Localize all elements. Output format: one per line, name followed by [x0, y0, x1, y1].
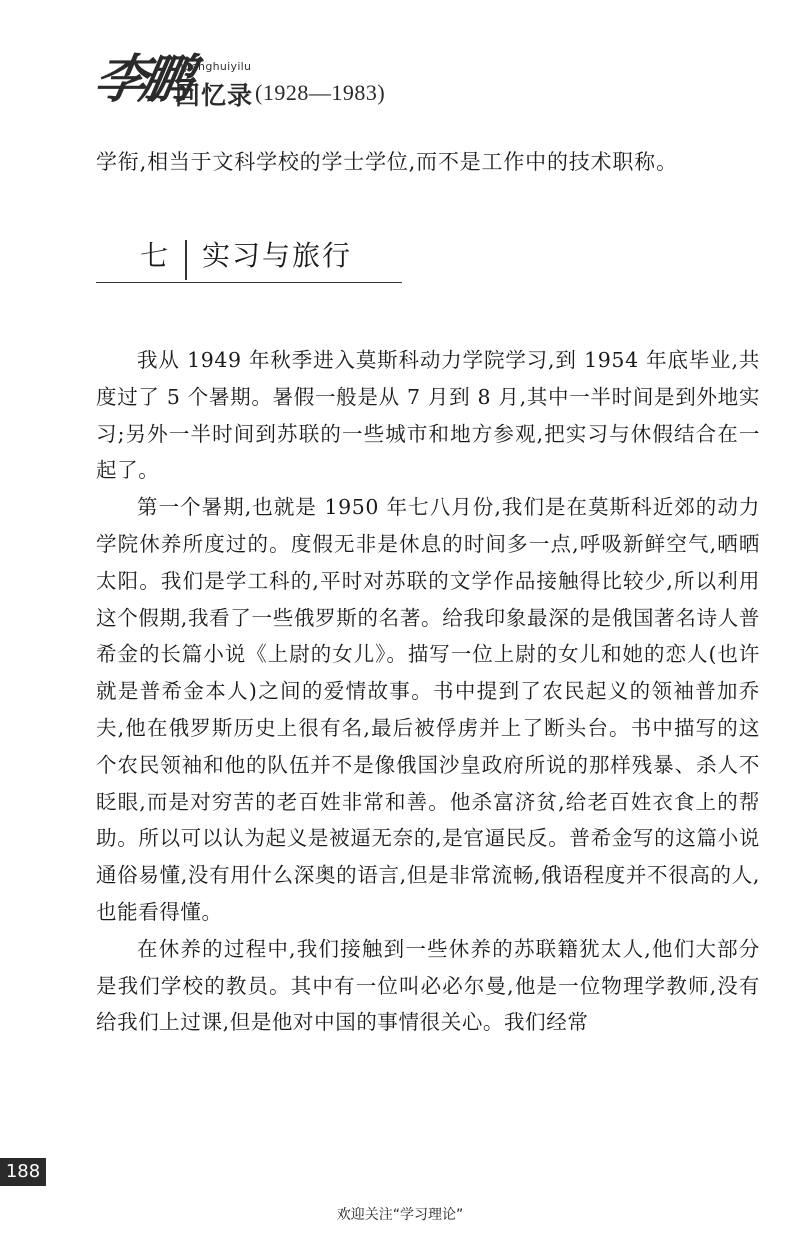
- paragraph: 在休养的过程中,我们接触到一些休养的苏联籍犹太人,他们大部分是我们学校的教员。其中有一位叫必必尔曼,他是一位物理学教师,没有给我们上过课,但是他对中国的事情很关心。我们经常: [96, 936, 760, 1035]
- paragraph: 我从 1949 年秋季进入莫斯科动力学院学习,到 1954 年底毕业,共度过了 5 个暑期。暑假一般是从 7 月到 8 月,其中一半时间是到外地实习;另外一半时间到苏联的一些城市和地方参观,把实习与休假结合在一起了。: [96, 348, 760, 483]
- header-pinyin: lipenghuiyilu: [177, 60, 252, 73]
- continued-text-line: 学衔,相当于文科学校的学士学位,而不是工作中的技术职称。: [96, 150, 678, 174]
- section-heading: [96, 236, 402, 283]
- running-header: [89, 49, 515, 120]
- body-text: [96, 342, 760, 1041]
- author-calligraphy: 李鹏: [89, 49, 193, 110]
- page-number: 188: [0, 1158, 46, 1186]
- section-number: 七: [140, 239, 169, 272]
- section-title: 实习与旅行: [202, 239, 353, 272]
- paragraph: 第一个暑期,也就是 1950 年七八月份,我们是在莫斯科近郊的动力学院休养所度过的。度假无非是休息的时间多一点,呼吸新鲜空气,晒晒太阳。我们是学工科的,平时对苏联的文学作品接触得比较少,所以利用这个假期,我看了一些俄罗斯的名著。给我印象最深的是俄国著名诗人普希金的长篇小说《上尉的女儿》。描写一位上尉的女儿和她的恋人(也许就是普希金本人)之间的爱情故事。书中提到了农民起义的领袖普加乔夫,他在俄罗斯历史上很有名,最后被俘虏并上了断头台。书中描写的这个农民领袖和他的队伍并不是像俄国沙皇政府所说的那样残暴、杀人不眨眼,而是对穷苦的老百姓非常和善。他杀富济贫,给老百姓衣食上的帮助。所以可以认为起义是被逼无奈的,是官逼民反。普希金写的这篇小说通俗易懂,没有用什么深奥的语言,但是非常流畅,俄语程度并不很高的人,也能看得懂。: [96, 495, 760, 924]
- header-years: (1928—1983): [255, 80, 386, 105]
- section-heading-divider: [185, 240, 187, 280]
- header-book-title: 回忆录: [175, 81, 254, 110]
- footer-watermark-note: 欢迎关注“学习理论”: [336, 1207, 464, 1223]
